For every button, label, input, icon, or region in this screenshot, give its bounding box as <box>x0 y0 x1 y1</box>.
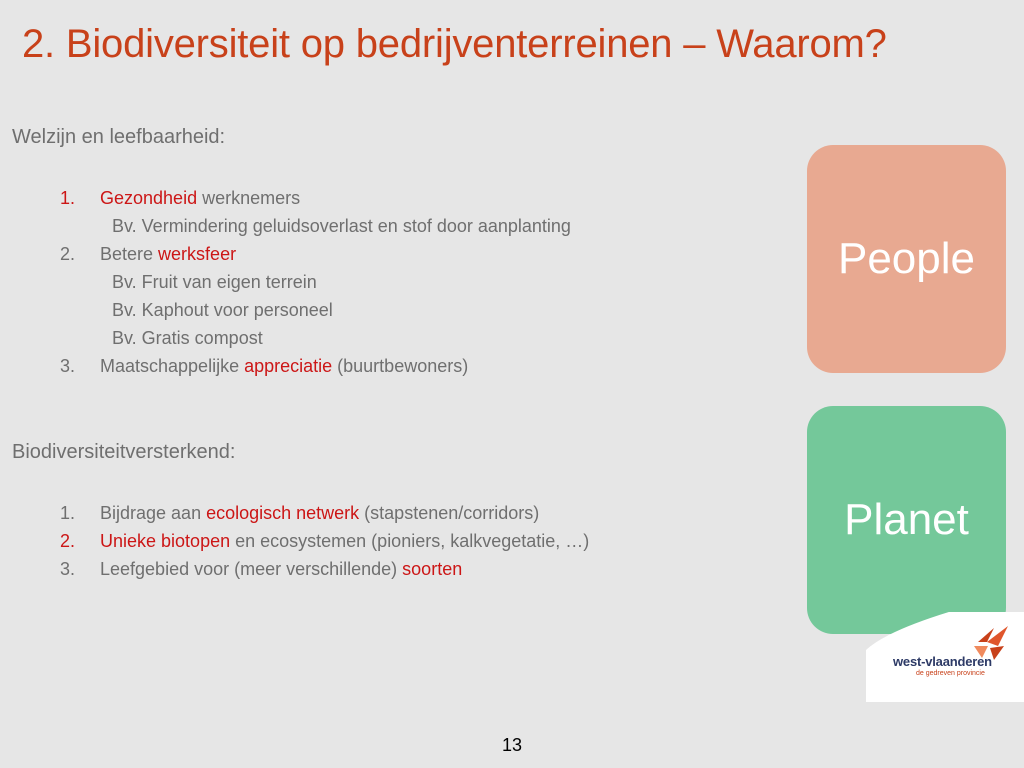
list-number: 1. <box>60 503 76 523</box>
list-number: 3. <box>60 356 76 376</box>
page-number: 13 <box>501 735 523 755</box>
item-text: Maatschappelijke <box>100 356 245 376</box>
section-heading-biodiversity: Biodiversiteitversterkend: <box>12 441 236 463</box>
logo-tagline: de gedreven provincie <box>916 670 985 677</box>
list-number: 2. <box>60 531 76 551</box>
list-item <box>60 499 589 527</box>
list-item <box>60 555 589 583</box>
list-number: 2. <box>60 244 76 264</box>
item-text: werknemers <box>197 188 301 208</box>
item-text: (stapstenen/corridors) <box>359 503 540 523</box>
item-text: en ecosystemen (pioniers, kalkvegetatie, …) <box>230 531 590 551</box>
highlight-text: Unieke biotopen <box>100 531 231 551</box>
list-number: 1. <box>60 188 76 208</box>
item-text: Bijdrage aan <box>100 503 207 523</box>
highlight-text: soorten <box>402 559 463 579</box>
biodiversity-list <box>60 499 589 583</box>
list-item <box>60 352 571 380</box>
section-heading-wellbeing: Welzijn en leefbaarheid: <box>12 126 226 148</box>
people-label: People <box>837 234 975 283</box>
sub-item: Bv. Gratis compost <box>112 328 263 348</box>
west-vlaanderen-logo <box>866 612 1024 702</box>
sub-item: Bv. Fruit van eigen terrein <box>112 272 317 292</box>
people-badge <box>807 145 1006 373</box>
wellbeing-list <box>60 184 571 380</box>
item-text: Leefgebied voor (meer verschillende) <box>100 559 403 579</box>
highlight-text: Gezondheid <box>100 188 198 208</box>
list-number: 3. <box>60 559 76 579</box>
list-item <box>60 240 571 268</box>
item-text: (buurtbewoners) <box>332 356 469 376</box>
list-item <box>60 184 571 212</box>
planet-badge <box>807 406 1006 634</box>
sub-item: Bv. Kaphout voor personeel <box>112 300 333 320</box>
sub-item: Bv. Vermindering geluidsoverlast en stof door aanplanting <box>112 216 571 236</box>
item-text: Betere <box>100 244 159 264</box>
logo-name: west-vlaanderen <box>893 654 992 669</box>
highlight-text: ecologisch netwerk <box>206 503 360 523</box>
slide-title: 2. Biodiversiteit op bedrijventerreinen – Waarom? <box>22 22 887 66</box>
list-item <box>60 527 589 555</box>
highlight-text: werksfeer <box>158 244 237 264</box>
highlight-text: appreciatie <box>244 356 333 376</box>
planet-label: Planet <box>844 495 969 544</box>
